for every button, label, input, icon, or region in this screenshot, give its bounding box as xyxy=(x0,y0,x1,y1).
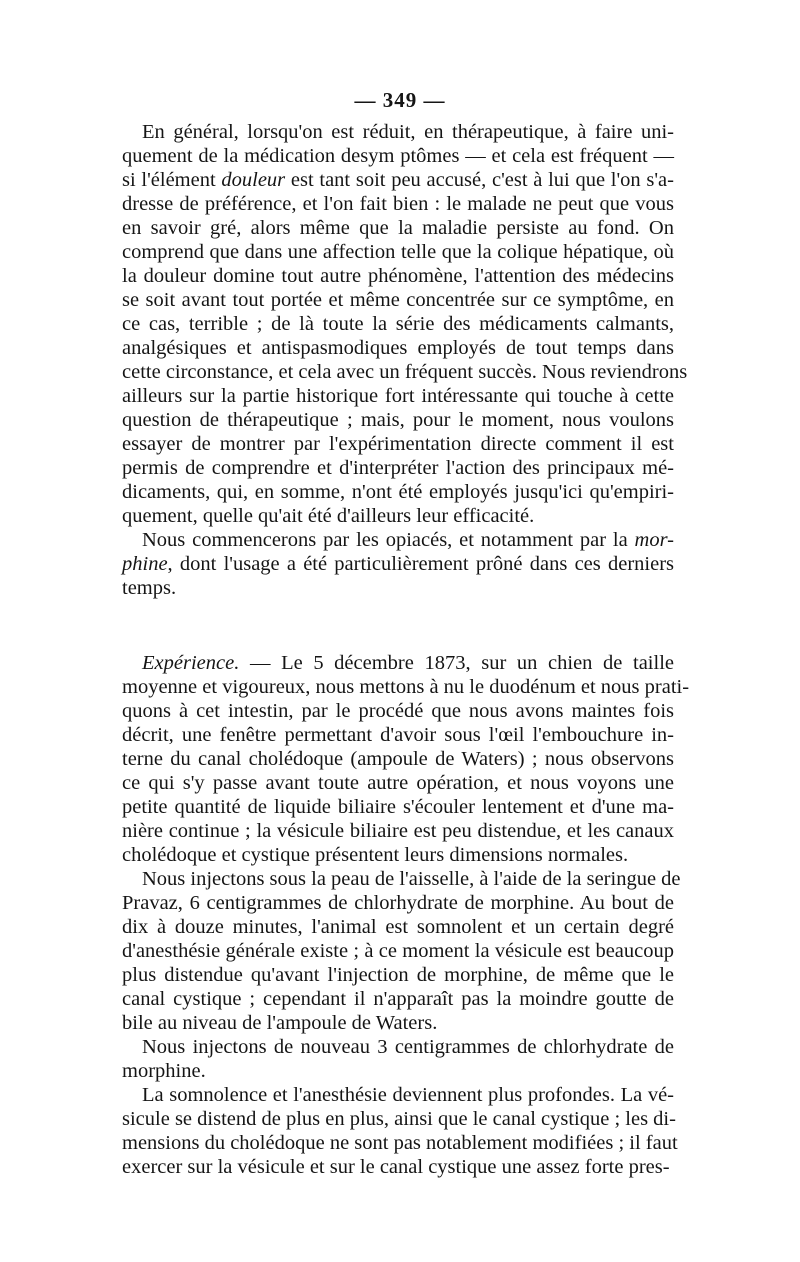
text-line: nière continue ; la vésicule biliaire est peu distendue, et les canaux xyxy=(122,820,674,842)
text-line: comprend que dans une affection telle que la colique hépatique, où xyxy=(122,241,674,263)
paragraph xyxy=(122,120,688,528)
text-line: se soit avant tout portée et même concentrée sur ce symptôme, en xyxy=(122,289,674,311)
text-line: Expérience. — Le 5 décembre 1873, sur un chien de taille xyxy=(142,652,674,674)
text-line: petite quantité de liquide biliaire s'écouler lentement et d'une ma- xyxy=(122,796,674,818)
text-line: moyenne et vigoureux, nous mettons à nu le duodénum et nous prati- xyxy=(122,676,690,698)
text-line: Nous injectons de nouveau 3 centigrammes de chlorhydrate de xyxy=(142,1036,674,1058)
italic-text: mor- xyxy=(634,529,674,551)
text-line: quons à cet intestin, par le procédé que nous avons maintes fois xyxy=(122,700,674,722)
text-line: dicaments, qui, en somme, n'ont été employés jusqu'ici qu'empiri- xyxy=(122,481,674,503)
text-line: cette circonstance, et cela avec un fréquent succès. Nous reviendrons xyxy=(122,361,688,383)
italic-text: phine xyxy=(122,553,168,575)
text-line: permis de comprendre et d'interpréter l'action des principaux mé- xyxy=(122,457,674,479)
italic-text: Expérience. xyxy=(142,652,240,674)
text-line: quement de la médication desym ptômes — et cela est fréquent — xyxy=(122,145,674,167)
paragraph xyxy=(122,651,690,867)
text-line: question de thérapeutique ; mais, pour le moment, nous voulons xyxy=(122,409,674,431)
text-line: Pravaz, 6 centigrammes de chlorhydrate de morphine. Au bout de xyxy=(122,892,674,914)
text-line: cholédoque et cystique présentent leurs dimensions normales. xyxy=(122,844,629,866)
text-line: morphine. xyxy=(122,1060,206,1082)
text-line: décrit, une fenêtre permettant d'avoir sous l'œil l'embouchure in- xyxy=(122,724,674,746)
page-number: — 349 — xyxy=(354,88,446,112)
text-line: La somnolence et l'anesthésie deviennent plus profondes. La vé- xyxy=(142,1084,674,1106)
text-line: d'anesthésie générale existe ; à ce moment la vésicule est beaucoup xyxy=(122,940,674,962)
text-line: essayer de montrer par l'expérimentation directe comment il est xyxy=(122,433,674,455)
text-line: phine, dont l'usage a été particulièrement prôné dans ces derniers xyxy=(122,553,674,575)
text-line: ce cas, terrible ; de là toute la série des médicaments calmants, xyxy=(122,313,674,335)
text-line: mensions du cholédoque ne sont pas notablement modifiées ; il faut xyxy=(122,1132,678,1154)
italic-text: douleur xyxy=(221,169,286,191)
text-line: sicule se distend de plus en plus, ainsi que le canal cystique ; les di- xyxy=(122,1108,676,1130)
paragraph xyxy=(122,1035,674,1083)
text-line: si l'élément douleur est tant soit peu accusé, c'est à lui que l'on s'a- xyxy=(122,169,674,191)
text-line: Nous commencerons par les opiacés, et notamment par la mor- xyxy=(142,529,674,551)
text-line: dresse de préférence, et l'on fait bien : le malade ne peut que vous xyxy=(122,193,674,215)
text-line: analgésiques et antispasmodiques employés de tout temps dans xyxy=(122,337,674,359)
paragraph xyxy=(122,1083,678,1179)
text-line: En général, lorsqu'on est réduit, en thérapeutique, à faire uni- xyxy=(142,121,674,143)
text-line: temps. xyxy=(122,577,177,599)
text-line: canal cystique ; cependant il n'apparaît pas la moindre goutte de xyxy=(122,988,674,1010)
paragraph xyxy=(122,867,681,1035)
text-line: Nous injectons sous la peau de l'aisselle, à l'aide de la seringue de xyxy=(142,868,681,890)
text-line: ailleurs sur la partie historique fort intéressante qui touche à cette xyxy=(122,385,674,407)
text-line: plus distendue qu'avant l'injection de morphine, de même que le xyxy=(122,964,674,986)
text-line: quement, quelle qu'ait été d'ailleurs leur efficacité. xyxy=(122,505,535,527)
text-line: dix à douze minutes, l'animal est somnolent et un certain degré xyxy=(122,916,674,938)
text-line: terne du canal cholédoque (ampoule de Waters) ; nous observons xyxy=(122,748,674,770)
text-line: ce qui s'y passe avant toute autre opération, et nous voyons une xyxy=(122,772,674,794)
text-line: exercer sur la vésicule et sur le canal cystique une assez forte pres- xyxy=(122,1156,670,1178)
paragraph xyxy=(122,528,674,600)
text-line: la douleur domine tout autre phénomène, l'attention des médecins xyxy=(122,265,674,287)
text-line: bile au niveau de l'ampoule de Waters. xyxy=(122,1012,438,1034)
text-line: en savoir gré, alors même que la maladie persiste au fond. On xyxy=(122,217,674,239)
